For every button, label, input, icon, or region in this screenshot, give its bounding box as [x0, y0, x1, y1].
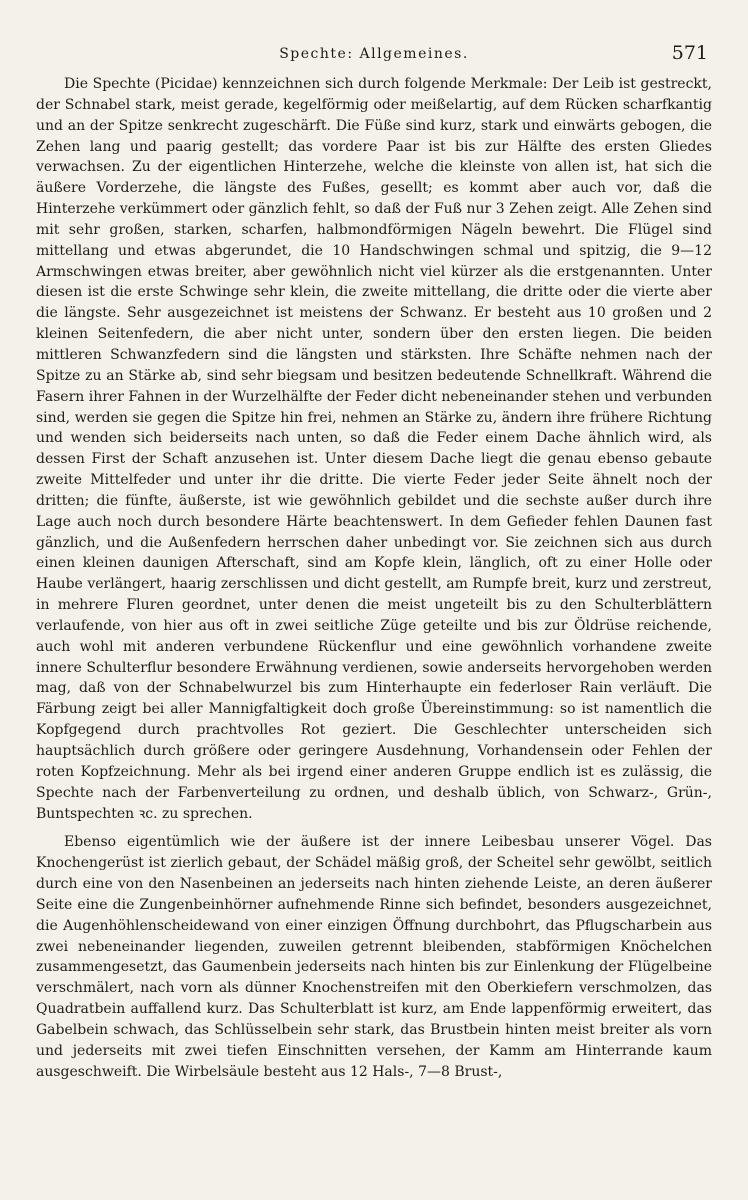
- page-number: 571: [671, 42, 708, 64]
- paragraph-internal-anatomy: Ebenso eigentümlich wie der äußere ist der innere Leibesbau unserer Vögel. Das Knochengerüst ist zierlich gebaut, der Schädel mäßig groß, der Scheitel sehr gewölbt, seitlich durch eine von den Nasenbeinen an jederseits nach hinten ziehende Leiste, an deren äußerer Seite eine die Zungenbeinhörner aufnehmende Rinne sich befindet, besonders ausgezeichnet, die Augenhöhlenscheidewand von einer einzigen Öffnung durchbohrt, das Pflugscharbein aus zwei nebeneinander liegenden, zuweilen getrennt bleibenden, stabförmigen Knöchelchen zusammengesetzt, das Gaumenbein jederseits nach hinten bis zur Einlenkung der Flügelbeine verschmälert, nach vorn als dünner Knochenstreifen mit den Oberkiefern verschmolzen, das Quadratbein auffallend kurz. Das Schulterblatt ist kurz, am Ende lappenförmig erweitert, das Gabelbein schwach, das Schlüsselbein sehr stark, das Brustbein hinten meist breiter als vorn und jederseits mit zwei tiefen Einschnitten versehen, der Kamm am Hinterrande kaum ausgeschweift. Die Wirbelsäule besteht aus 12 Hals-, 7—8 Brust-,: [36, 834, 712, 1080]
- running-head: Spechte: Allgemeines.: [279, 46, 469, 62]
- body-text: [36, 74, 712, 1083]
- book-page: [36, 42, 712, 1083]
- page-header: [36, 42, 712, 74]
- paragraph-external-features: Die Spechte (Picidae) kennzeichnen sich durch folgende Merkmale: Der Leib ist gestreckt, der Schnabel stark, meist gerade, kegelförmig oder meißelartig, auf dem Rücken scharfkantig und an der Spitze senkrecht zugeschärft. Die Füße sind kurz, stark und einwärts gebogen, die Zehen lang und paarig gestellt; das vordere Paar ist bis zur Hälfte des ersten Gliedes verwachsen. Zu der eigentlichen Hinterzehe, welche die kleinste von allen ist, hat sich die äußere Vorderzehe, die längste des Fußes, gesellt; es kommt aber auch vor, daß die Hinterzehe verkümmert oder gänzlich fehlt, so daß der Fuß nur 3 Zehen zeigt. Alle Zehen sind mit sehr großen, starken, scharfen, halbmondförmigen Nägeln bewehrt. Die Flügel sind mittellang und etwas abgerundet, die 10 Handschwingen schmal und spitzig, die 9—12 Armschwingen etwas breiter, aber gewöhnlich nicht viel kürzer als die erstgenannten. Unter diesen ist die erste Schwinge sehr klein, die zweite mittellang, die dritte oder die vierte aber die längste. Sehr ausgezeichnet ist meistens der Schwanz. Er besteht aus 10 großen und 2 kleinen Seitenfedern, die aber nicht unter, sondern über den ersten liegen. Die beiden mittleren Schwanzfedern sind die längsten und stärksten. Ihre Schäfte nehmen nach der Spitze zu an Stärke ab, sind sehr biegsam und besitzen bedeutende Schnellkraft. Während die Fasern ihrer Fahnen in der Wurzelhälfte der Feder dicht nebeneinander stehen und verbunden sind, werden sie gegen die Spitze hin frei, nehmen an Stärke zu, ändern ihre frühere Richtung und wenden sich beiderseits nach unten, so daß die Feder einem Dache ähnlich wird, als dessen First der Schaft anzusehen ist. Unter diesem Dache liegt die genau ebenso gebaute zweite Mittelfeder und unter ihr die dritte. Die vierte Feder jeder Seite ähnelt noch der dritten; die fünfte, äußerste, ist wie gewöhnlich gebildet und die sechste außer durch ihre Lage auch noch durch besondere Härte beachtenswert. In dem Gefieder fehlen Daunen fast gänzlich, und die Außenfedern herrschen daher unbedingt vor. Sie zeichnen sich aus durch einen kleinen daunigen Afterschaft, sind am Kopfe klein, länglich, oft zu einer Holle oder Haube verlängert, haarig zerschlissen und dicht gestellt, am Rumpfe breit, kurz und zerstreut, in mehrere Fluren geordnet, unter denen die meist ungeteilt bis zu den Schulterblättern verlaufende, von hier aus oft in zwei seitliche Züge geteilte und bis zur Öldrüse reichende, auch wohl mit anderen verbundene Rückenflur und eine gewöhnlich vorhandene zweite innere Schulterflur besondere Erwähnung verdienen, sowie anderseits hervorgehoben werden mag, daß von der Schnabelwurzel bis zum Hinterhaupte ein federloser Rain verläuft. Die Färbung zeigt bei aller Mannigfaltigkeit doch große Übereinstimmung: so ist namentlich die Kopfgegend durch prachtvolles Rot geziert. Die Geschlechter unterscheiden sich hauptsächlich durch größere oder geringere Ausdehnung, Vorhandensein oder Fehlen der roten Kopfzeichnung. Mehr als bei irgend einer anderen Gruppe endlich ist es zulässig, die Spechte nach der Farbenverteilung zu ordnen, und deshalb üblich, von Schwarz-, Grün-, Buntspechten ꝛc. zu sprechen.: [36, 76, 712, 822]
